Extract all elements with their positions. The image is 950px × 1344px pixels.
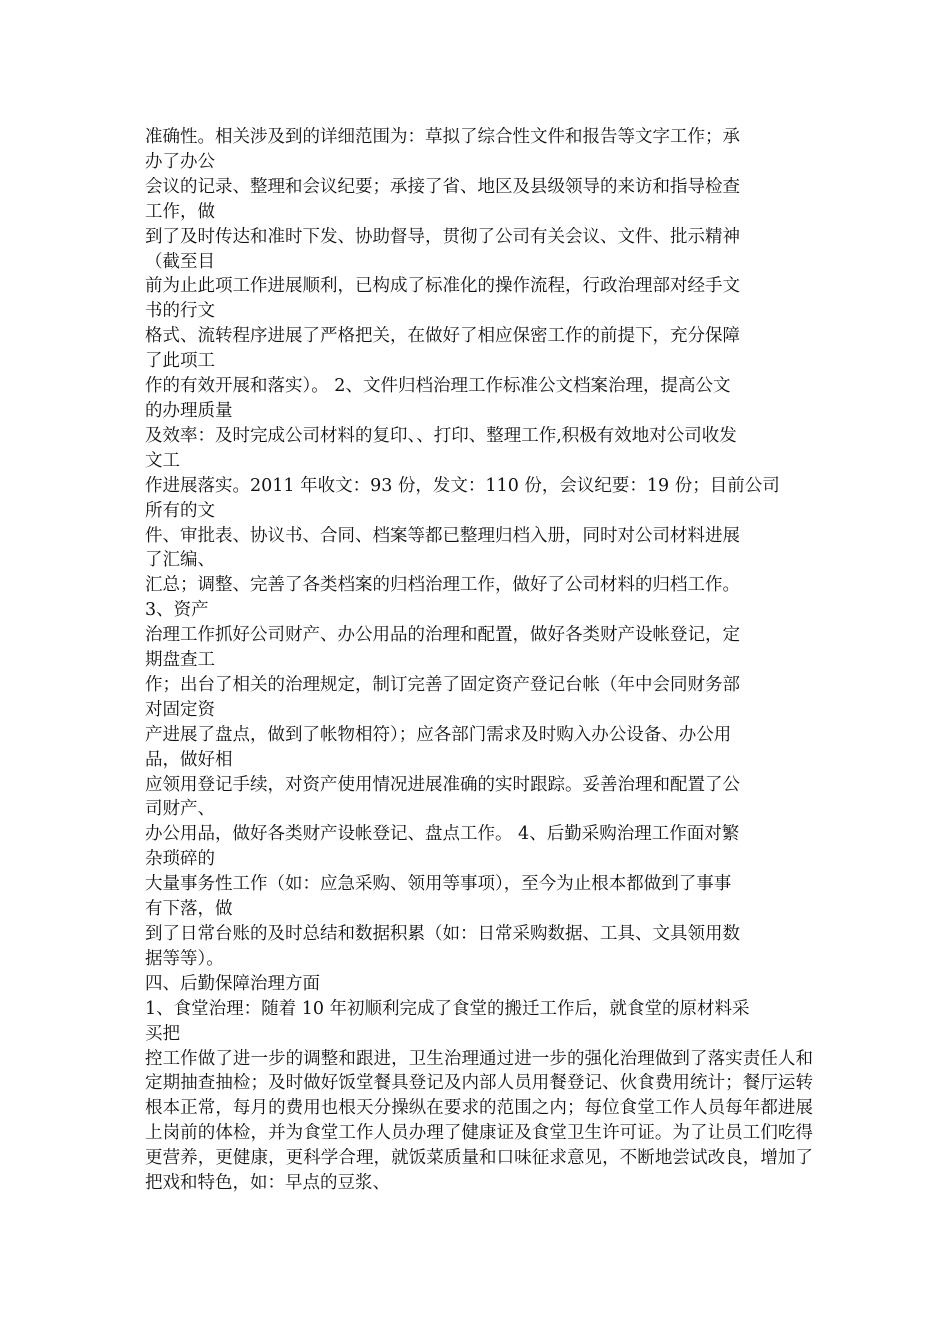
text-line: 买把 bbox=[145, 1023, 180, 1044]
text-line: 到了日常台账的及时总结和数据积累（如：日常采购数据、工具、文具领用数 bbox=[145, 924, 740, 944]
text-line: 期盘查工 bbox=[145, 650, 215, 671]
text-line: 办公用品，做好各类财产设帐登记、盘点工作。 4、后勤采购治理工作面对繁 bbox=[145, 824, 740, 845]
text-line: 文工 bbox=[145, 450, 180, 471]
text-line: 及效率：及时完成公司材料的复印、、打印、整理工作,积极有效地对公司收发 bbox=[145, 425, 737, 446]
text-line: 大量事务性工作（如：应急采购、领用等事项），至今为止根本都做到了事事 bbox=[145, 874, 732, 895]
text-line: 准确性。相关涉及到的详细范围为：草拟了综合性文件和报告等文字工作；承 bbox=[145, 127, 740, 147]
text-line: 品，做好相 bbox=[145, 749, 233, 770]
text-line: 汇总；调整、完善了各类档案的归档治理工作，做好了公司材料的归档工作。 bbox=[145, 575, 740, 596]
text-line: 作；出台了相关的治理规定，制订完善了固定资产登记台帐（年中会同财务部 bbox=[145, 674, 740, 695]
text-line: 应领用登记手续，对资产使用情况进展准确的实时跟踪。妥善治理和配置了公 bbox=[145, 774, 740, 795]
text-line: 1、食堂治理：随着 10 年初顺利完成了食堂的搬迁工作后，就食堂的原材料采 bbox=[145, 998, 750, 1019]
text-line: 所有的文 bbox=[145, 500, 215, 521]
text-line: 产进展了盘点，做到了帐物相符）；应各部门需求及时购入办公设备、办公用 bbox=[145, 724, 732, 745]
text-line: （截至目 bbox=[145, 251, 215, 272]
text-line: 办了办公 bbox=[145, 151, 215, 172]
text-line: 格式、流转程序进展了严格把关，在做好了相应保密工作的前提下，充分保障 bbox=[145, 326, 740, 347]
text-line: 治理工作抓好公司财产、办公用品的治理和配置，做好各类财产设帐登记，定 bbox=[145, 625, 740, 646]
text-line: 书的行文 bbox=[145, 301, 215, 322]
text-line: 作进展落实。2011 年收文：93 份，发文：110 份，会议纪要：19 份；目前公司 bbox=[145, 475, 780, 496]
text-line: 到了及时传达和准时下发、协助督导，贯彻了公司有关会议、文件、批示精神 bbox=[145, 226, 740, 247]
text-line: 工作，做 bbox=[145, 201, 215, 222]
text-line: 前为止此项工作进展顺利，已构成了标准化的操作流程，行政治理部对经手文 bbox=[145, 276, 740, 297]
text-line: 杂琐碎的 bbox=[145, 849, 215, 870]
document-body bbox=[145, 125, 813, 1196]
text-line: 有下落，做 bbox=[145, 899, 233, 920]
text-line: 3、资产 bbox=[145, 600, 209, 621]
text-line: 据等等）。 bbox=[145, 948, 224, 969]
text-line: 会议的记录、整理和会议纪要；承接了省、地区及县级领导的来访和指导检查 bbox=[145, 176, 740, 197]
text-line: 对固定资 bbox=[145, 699, 215, 720]
text-line: 司财产、 bbox=[145, 799, 215, 820]
text-line: 了此项工 bbox=[145, 351, 215, 372]
section-heading: 四、后勤保障治理方面 bbox=[145, 973, 320, 994]
text-line: 了汇编、 bbox=[145, 550, 215, 571]
text-line: 作的有效开展和落实）。 2、文件归档治理工作标准公文档案治理，提高公文 bbox=[145, 376, 731, 397]
body-paragraph: 控工作做了进一步的调整和跟进，卫生治理通过进一步的强化治理做到了落实责任人和定期抽查抽检；及时做好饭堂餐具登记及内部人员用餐登记、伙食费用统计；餐厅运转根本正常，每月的费用也根天分操纵在要求的范围之内；每位食堂工作人员每年都进展上岗前的体检，并为食堂工作人员办理了健康证及食堂卫生许可证。为了让员工们吃得更营养，更健康，更科学合理，就饭菜质量和口味征求意见，不断地尝试改良，增加了把戏和特色，如：早点的豆浆、 bbox=[145, 1048, 813, 1194]
text-line: 的办理质量 bbox=[145, 400, 233, 421]
text-line: 件、审批表、协议书、合同、档案等都已整理归档入册，同时对公司材料进展 bbox=[145, 525, 740, 546]
